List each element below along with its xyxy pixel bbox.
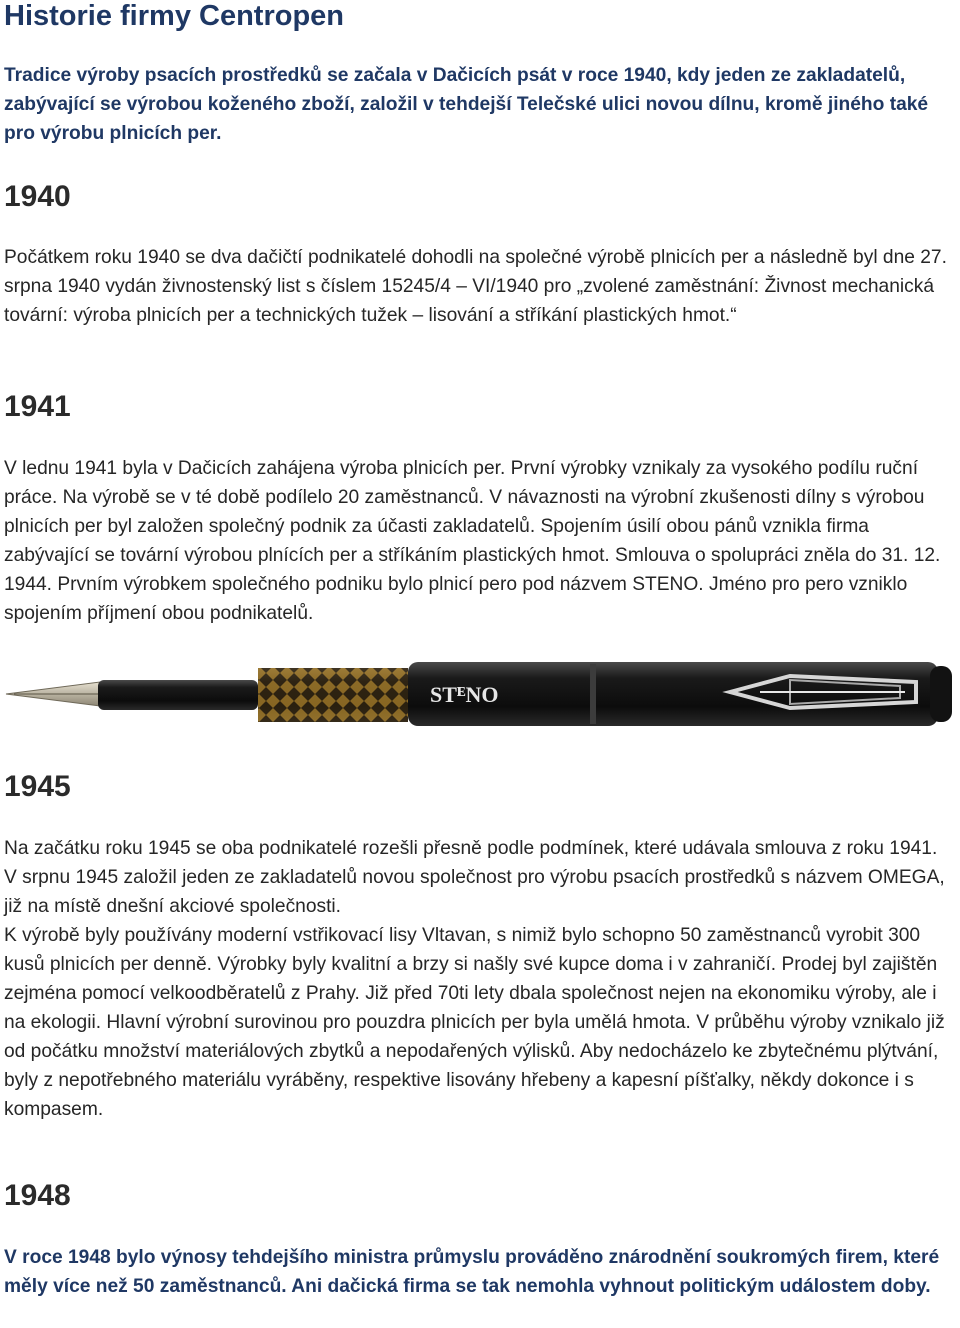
section-1941-text: V lednu 1941 byla v Dačicích zahájena výroba plnicích per. První výrobky vznikaly za vysokého podílu ruční práce. Na výrobě se v té době podílelo 20 zaměstnanců. V návaznosti na výrobní zkušenosti dílny s výrobou plnicích per byl založen společný podnik za účasti zakladatelů. Spojením úsilí obou pánů vznikla firma zabývající se tovární výrobou plnících per a stříkáním plastických hmot. Smlouva o spolupráci zněla do 31. 12. 1944. Prvním výrobkem společného podniku bylo plnicí pero pod názvem STENO. Jméno pro pero vzniklo spojením příjmení obou podnikatelů. [4,458,941,624]
steno-fountain-pen-image [0,652,960,732]
page-title: Historie firmy Centropen [4,0,344,32]
section-1945-text: Na začátku roku 1945 se oba podnikatelé rozešli přesně podle podmínek, které udávala smlouva z roku 1941. V srpnu 1945 založil jeden ze zakladatelů novou společnost pro výrobu psacích prostředků s názvem OMEGA, již na místě dnešní akciové společnosti. [4,838,945,917]
year-heading-1941: 1941 [4,390,71,423]
section-1948-text: V roce 1948 bylo výnosy tehdejšího ministra průmyslu prováděno znárodnění soukromých firem, které měly více než 50 zaměstnanců. Ani dačická firma se tak nemohla vyhnout politickým událostem doby. [4,1247,940,1297]
section-1940-text: Počátkem roku 1940 se dva dačičtí podnikatelé dohodli na společné výrobě plnicích per a následně byl dne 27. srpna 1940 vydán živnostenský list s číslem 15245/4 – VI/1940 pro „zvolené zaměstnání: Živnost mechanická tovární: výroba plnicích per a technických tužek – lisování a stříkání plastických hmot.“ [4,247,947,326]
year-heading-1945: 1945 [4,770,71,803]
pen-nib [6,682,110,706]
intro-paragraph: Tradice výroby psacích prostředků se začala v Dačicích psát v roce 1940, kdy jeden ze zakladatelů, zabývající se výrobou koženého zboží, založil v tehdejší Telečské ulici novou dílnu, kromě jiného také pro výrobu plnicích per. [4,65,929,144]
section-1945-text-continued: K výrobě byly používány moderní vstřikovací lisy Vltavan, s nimiž bylo schopno 50 zaměstnanců vyrobit 300 kusů plnicích per denně. Výrobky byly kvalitní a brzy si našly své kupce doma i v zahraničí. Prodej byl zajištěn zejména pomocí velkoodběratelů z Prahy. Již před 70ti lety dbala společnost nejen na ekonomiku výroby, ale i na ekologii. Hlavní výrobní surovinou pro pouzdra plnicích per byla umělá hmota. V průběhu výroby vznikalo již od počátku množství materiálových zbytků a nepodařených výlisků. Aby nedocházelo ke zbytečnému plýtvání, byly z nepotřebného materiálu vyráběny, respektive lisovány hřebeny a kapesní píšťalky, někdy dokonce i s kompasem. [4,925,945,1120]
year-heading-1940: 1940 [4,180,71,213]
pen-grip [98,680,258,710]
year-heading-1948: 1948 [4,1179,71,1212]
pen-brand-lettering: STᴱNO [430,682,499,707]
